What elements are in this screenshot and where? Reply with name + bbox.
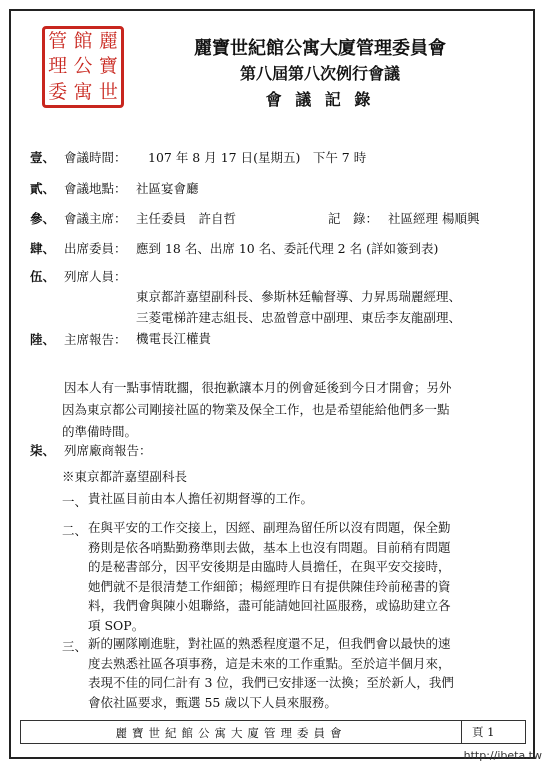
seal-glyph: 管 <box>48 30 68 53</box>
recorder-value: 社區經理 楊順興 <box>388 211 480 226</box>
seal-glyph: 公 <box>73 55 93 78</box>
item-number: 壹、 <box>30 150 56 165</box>
seal-glyph: 理 <box>48 55 68 78</box>
item-number: 貳、 <box>30 181 56 196</box>
item-value: 主任委員 許自哲 <box>136 211 237 226</box>
vendor-point-number: 三、 <box>62 639 88 654</box>
report-line: 的準備時間。 <box>62 424 138 439</box>
committee-seal <box>42 26 124 108</box>
guest-line: 機電長江權貴 <box>136 331 212 346</box>
document-title: 麗寶世紀館公寓大廈管理委員會 <box>194 38 446 59</box>
point-line: 在與平安的工作交接上，因經、副理為留任所以沒有問題，保全勤 <box>88 520 451 535</box>
point-line: 務則是依各哨點勤務準則去做，基本上也沒有問題。目前稍有問題 <box>88 539 451 555</box>
document-type: 會 議 記 錄 <box>265 90 375 109</box>
guest-line: 東京都許嘉望副科長、參斯林廷輸督導、力昇馬瑞麗經理、 <box>136 289 462 304</box>
item-number: 陸、 <box>30 332 56 347</box>
item-number: 參、 <box>30 211 56 226</box>
point-line: 項 SOP。 <box>88 617 145 633</box>
vendor-point-text <box>88 634 454 712</box>
point-line: 料，我們會與陳小姐聯絡，盡可能請她回社區服務，或協助建立各 <box>88 598 451 613</box>
page-number: 頁 1 <box>461 721 494 743</box>
point-line: 會依社區要求，甄選 55 歲以下人員來服務。 <box>88 694 337 710</box>
recorder-label: 記 錄： <box>328 211 379 226</box>
item-label: 列席廠商報告： <box>64 443 152 458</box>
seal-glyph: 寶 <box>98 55 118 78</box>
item-label: 會議主席： <box>64 211 127 226</box>
point-line: 貴社區目前由本人擔任初期督導的工作。 <box>88 491 314 506</box>
seal-glyph: 委 <box>48 80 68 103</box>
vendor-name: ※東京都許嘉望副科長 <box>62 469 188 484</box>
item-value: 社區宴會廳 <box>136 181 199 196</box>
point-line: 新的團隊剛進駐，對社區的熟悉程度還不足，但我們會以最快的速 <box>88 636 451 651</box>
point-line: 表現不佳的同仁計有 3 位，我們已安排逐一汰換；至於新人，我們 <box>88 675 454 690</box>
vendor-point-number: 二、 <box>62 523 88 538</box>
point-line: 度去熟悉社區各項事務，這是未來的工作重點。至於這半個月來， <box>88 655 451 671</box>
item-number: 伍、 <box>30 269 56 284</box>
page-footer <box>20 720 526 744</box>
item-number: 肆、 <box>30 241 56 256</box>
vendor-point-text <box>88 518 451 635</box>
seal-glyph: 寓 <box>73 80 93 103</box>
point-line: 她們就不是很清楚工作細節；楊經理昨日有提供陳佳玲前秘書的資 <box>88 578 451 594</box>
point-line: 的是秘書部分，因平安後期是由臨時人員擔任，在與平安交接時， <box>88 559 451 574</box>
item-value: 應到 18 名、出席 10 名、委託代理 2 名 (詳如簽到表) <box>136 241 439 256</box>
chair-report-text <box>62 355 452 443</box>
watermark: http://ibeta.tw <box>463 749 542 762</box>
meeting-subtitle: 第八屆第八次例行會議 <box>239 64 400 83</box>
item-value: 107 年 8 月 17 日(星期五) 下午 7 時 <box>148 150 367 165</box>
item-number: 柒、 <box>30 443 56 458</box>
seal-glyph: 麗 <box>98 30 118 53</box>
item-label: 列席人員： <box>64 269 127 284</box>
guest-list <box>136 265 461 349</box>
item-label: 出席委員： <box>64 241 127 256</box>
item-label: 主席報告： <box>64 332 127 347</box>
vendor-point-number: 一、 <box>62 494 88 509</box>
seal-glyph: 館 <box>73 30 93 53</box>
footer-title: 麗寶世紀館公寓大廈管理委員會 <box>115 726 347 740</box>
vendor-point-text <box>88 489 313 509</box>
item-label: 會議時間： <box>64 150 127 165</box>
report-line: 因本人有一點事情耽擱，很抱歉讓本月的例會延後到今日才開會；另外 <box>64 380 452 395</box>
seal-glyph: 世 <box>98 80 118 103</box>
report-line: 因為東京都公司剛接社區的物業及保全工作，也是希望能給他們多一點 <box>62 402 450 417</box>
guest-line: 三菱電梯許建志組長、忠盈曾意中副理、東岳李友龍副理、 <box>136 310 462 325</box>
item-label: 會議地點： <box>64 181 127 196</box>
